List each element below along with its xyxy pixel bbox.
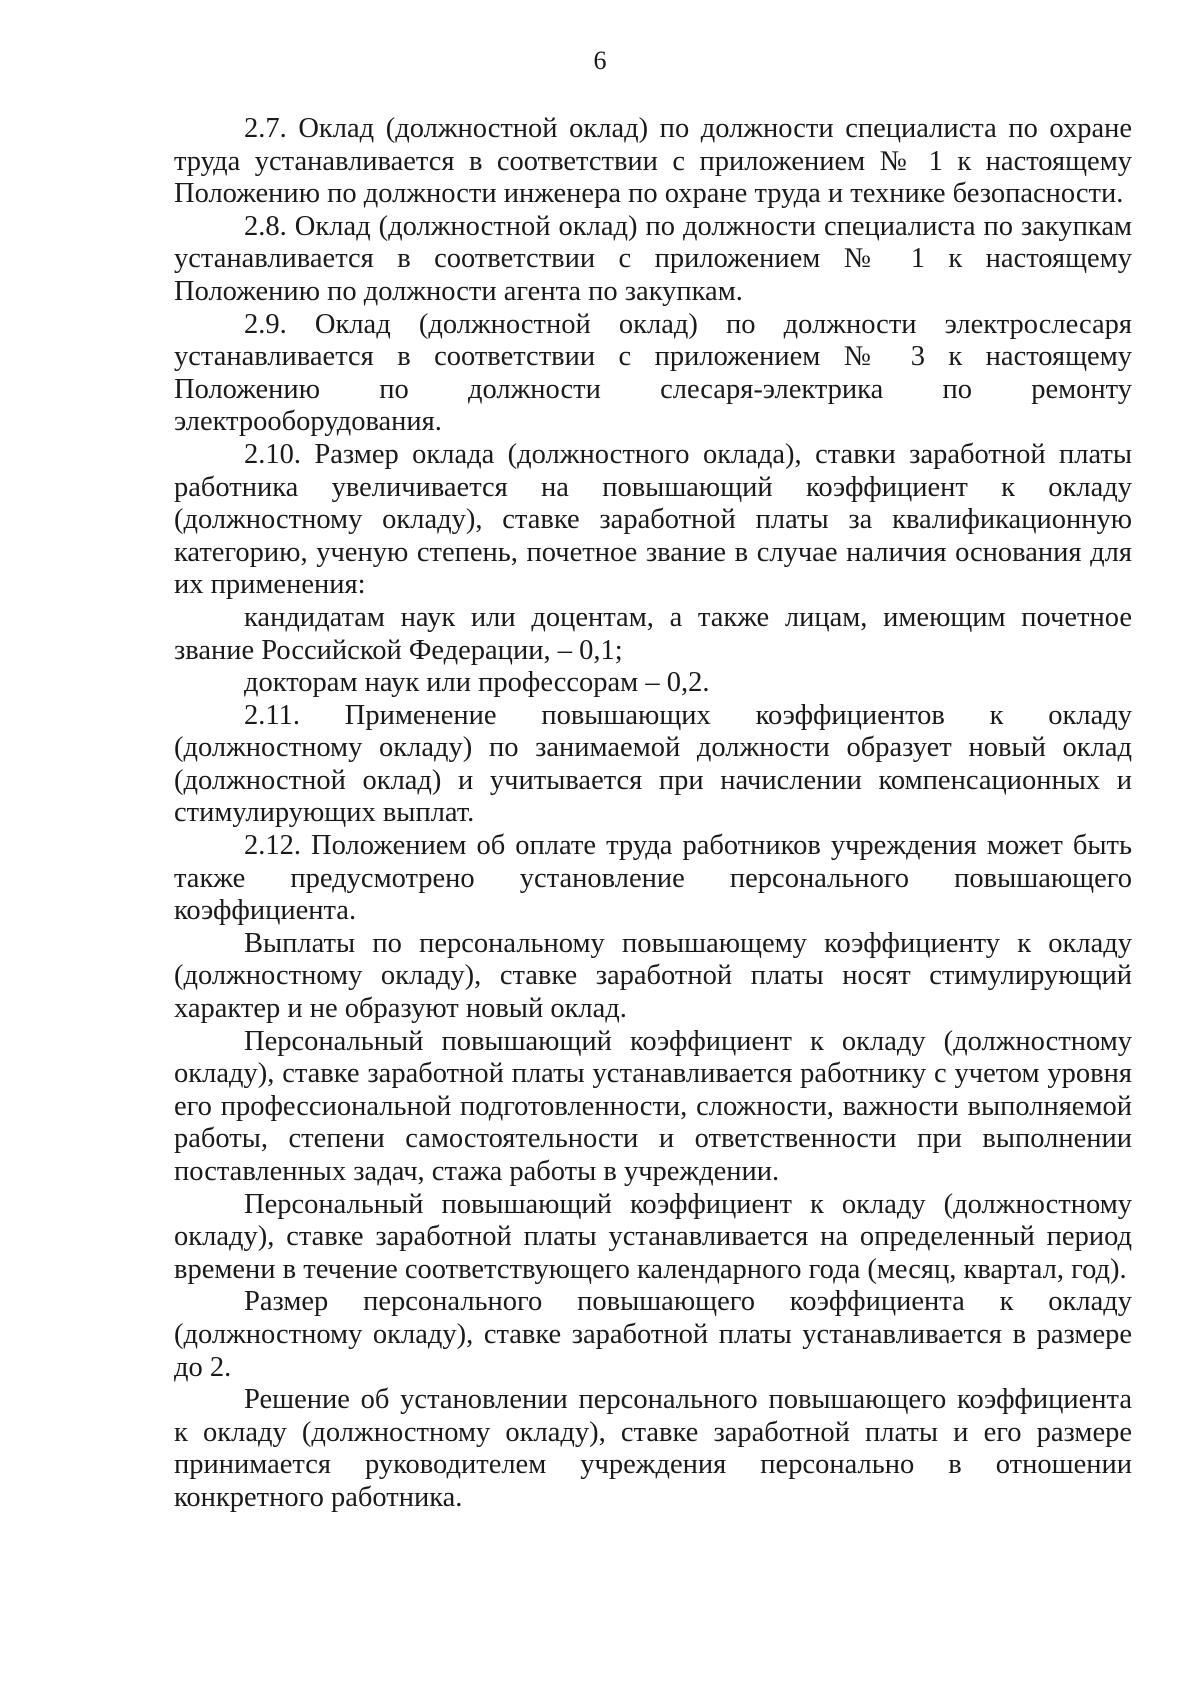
- paragraph-coefficient-period: Персональный повышающий коэффициент к окладу (должностному окладу), ставке заработной платы устанавливается на определенный период времени в течение соответствующего календарного года (месяц, квартал, год).: [174, 1188, 1132, 1285]
- paragraph-2-8: 2.8. Оклад (должностной оклад) по должности специалиста по закупкам устанавливается в соответствии с приложением № 1 к настоящему Положению по должности агента по закупкам.: [174, 210, 1132, 307]
- paragraph-2-7: 2.7. Оклад (должностной оклад) по должности специалиста по охране труда устанавливается в соответствии с приложением № 1 к настоящему Положению по должности инженера по охране труда и технике безопасности.: [174, 113, 1132, 210]
- paragraph-payments-character: Выплаты по персональному повышающему коэффициенту к окладу (должностному окладу), ставке заработной платы носят стимулирующий характер и не образуют новый оклад.: [174, 927, 1132, 1025]
- paragraph-2-10: 2.10. Размер оклада (должностного оклада), ставки заработной платы работника увеличивается на повышающий коэффициент к окладу (должностному окладу), ставке заработной платы за квалификационную категорию, ученую степень, почетное звание в случае наличия основания для их применения:: [174, 438, 1132, 601]
- paragraph-2-10-candidates: кандидатам наук или доцентам, а также лицам, имеющим почетное звание Российской Федерации, – 0,1;: [174, 601, 1132, 666]
- paragraph-coefficient-size: Размер персонального повышающего коэффициента к окладу (должностному окладу), ставке заработной платы устанавливается в размере до 2.: [174, 1286, 1132, 1383]
- paragraph-2-11: 2.11. Применение повышающих коэффициентов к окладу (должностному окладу) по занимаемой должности образует новый оклад (должностной оклад) и учитывается при начислении компенсационных и стимулирующих выплат.: [174, 699, 1132, 829]
- paragraph-coefficient-criteria: Персональный повышающий коэффициент к окладу (должностному окладу), ставке заработной платы устанавливается работнику с учетом уровня его профессиональной подготовленности, сложности, важности выполняемой работы, степени самостоятельности и ответственности при выполнении поставленных задач, стажа работы в учреждении.: [174, 1025, 1132, 1187]
- paragraph-2-9: 2.9. Оклад (должностной оклад) по должности электрослесаря устанавливается в соответствии с приложением № 3 к настоящему Положению по должности слесаря-электрика по ремонту электрооборудования.: [174, 308, 1132, 438]
- paragraph-2-12: 2.12. Положением об оплате труда работников учреждения может быть также предусмотрено установление персонального повышающего коэффициента.: [174, 830, 1132, 927]
- paragraph-coefficient-decision: Решение об установлении персонального повышающего коэффициента к окладу (должностному окладу), ставке заработной платы и его размере принимается руководителем учреждения персонально в отношении конкретного работника.: [174, 1384, 1132, 1513]
- page-number: 6: [593, 46, 607, 75]
- document-body: [174, 113, 1132, 1515]
- paragraph-2-10-doctors: докторам наук или профессорам – 0,2.: [244, 667, 710, 699]
